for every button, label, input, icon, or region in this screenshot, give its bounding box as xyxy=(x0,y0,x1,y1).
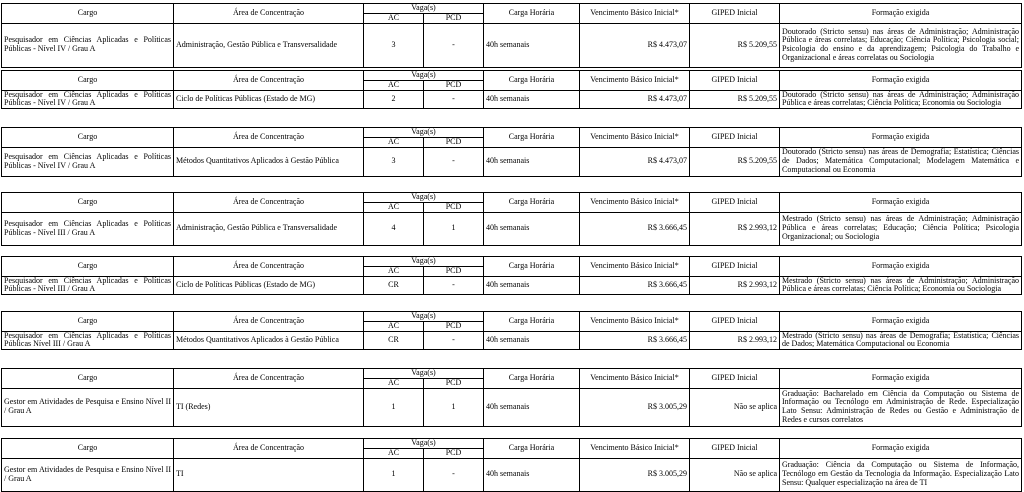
cell-giped: R$ 2.993,12 xyxy=(690,212,780,245)
table-row xyxy=(2,212,1022,245)
cell-formacao: Graduação: Ciência da Computação ou Sistema de Informação, Tecnólogo em Gestão da Tecnologia da Informação. Especialização Lato Sensu: Qualquer especialização na área de TI xyxy=(780,458,1022,491)
cell-pcd: 1 xyxy=(424,212,484,245)
cell-carga: 40h semanais xyxy=(484,23,580,67)
header-ac: AC xyxy=(364,13,424,23)
cell-cargo: Pesquisador em Ciências Aplicadas e Políticas Públicas Nível III / Grau A xyxy=(2,331,174,350)
cell-vencimento: R$ 3.666,45 xyxy=(580,276,690,295)
cell-cargo: Gestor em Atividades de Pesquisa e Ensino Nível II / Grau A xyxy=(2,458,174,491)
header-area: Área de Concentração xyxy=(174,312,364,332)
cell-formacao: Mestrado (Stricto sensu) nas áreas de Administração; Administração Pública e áreas correlatas; Ciência Política; Economia ou Sociologia xyxy=(780,276,1022,295)
header-vencimento: Vencimento Básico Inicial* xyxy=(580,71,690,91)
cell-carga: 40h semanais xyxy=(484,388,580,426)
cell-vencimento: R$ 4.473,07 xyxy=(580,147,690,176)
cell-cargo: Pesquisador em Ciências Aplicadas e Políticas Públicas - Nível III / Grau A xyxy=(2,276,174,295)
vacancy-table xyxy=(1,192,1022,246)
header-vencimento: Vencimento Básico Inicial* xyxy=(580,128,690,148)
cell-pcd: - xyxy=(424,90,484,109)
header-giped: GIPED Inicial xyxy=(690,71,780,91)
cell-giped: Não se aplica xyxy=(690,458,780,491)
header-ac: AC xyxy=(364,137,424,147)
header-ac: AC xyxy=(364,202,424,212)
header-row xyxy=(2,369,1022,379)
header-vencimento: Vencimento Básico Inicial* xyxy=(580,257,690,277)
cell-formacao: Graduação: Bacharelado em Ciência da Computação ou Sistema de Informação ou Tecnólogo em Administração de Rede. Especialização Lato Sensu: Administração de Redes ou Gestão e Administração de Redes e cursos correlatos xyxy=(780,388,1022,426)
header-area: Área de Concentração xyxy=(174,193,364,213)
header-vencimento: Vencimento Básico Inicial* xyxy=(580,312,690,332)
cell-ac: CR xyxy=(364,276,424,295)
header-pcd: PCD xyxy=(424,321,484,331)
cell-formacao: Doutorado (Stricto sensu) nas áreas de Demografia; Estatística; Ciências de Dados; Matemática Computacional; Modelagem Matemática e Computacional ou Economia xyxy=(780,147,1022,176)
header-row xyxy=(2,71,1022,81)
header-formacao: Formação exigida xyxy=(780,4,1022,24)
cell-ac: 2 xyxy=(364,90,424,109)
cell-area: Métodos Quantitativos Aplicados à Gestão Pública xyxy=(174,331,364,350)
cell-ac: 3 xyxy=(364,23,424,67)
cell-ac: 4 xyxy=(364,212,424,245)
cell-area: Administração, Gestão Pública e Transversalidade xyxy=(174,23,364,67)
cell-carga: 40h semanais xyxy=(484,147,580,176)
cell-cargo: Gestor em Atividades de Pesquisa e Ensino Nível II / Grau A xyxy=(2,388,174,426)
header-cargo: Cargo xyxy=(2,439,174,459)
header-vencimento: Vencimento Básico Inicial* xyxy=(580,193,690,213)
header-giped: GIPED Inicial xyxy=(690,312,780,332)
cell-pcd: - xyxy=(424,147,484,176)
header-giped: GIPED Inicial xyxy=(690,128,780,148)
cell-pcd: - xyxy=(424,276,484,295)
cell-vencimento: R$ 3.005,29 xyxy=(580,388,690,426)
header-row xyxy=(2,128,1022,138)
cell-area: TI (Redes) xyxy=(174,388,364,426)
header-formacao: Formação exigida xyxy=(780,312,1022,332)
header-cargo: Cargo xyxy=(2,71,174,91)
table-row xyxy=(2,458,1022,491)
cell-cargo: Pesquisador em Ciências Aplicadas e Políticas Públicas - Nível IV / Grau A xyxy=(2,23,174,67)
cell-cargo: Pesquisador em Ciências Aplicadas e Políticas Públicas - Nível IV / Grau A xyxy=(2,147,174,176)
header-giped: GIPED Inicial xyxy=(690,257,780,277)
header-cargo: Cargo xyxy=(2,193,174,213)
header-pcd: PCD xyxy=(424,448,484,458)
header-pcd: PCD xyxy=(424,13,484,23)
cell-giped: R$ 5.209,55 xyxy=(690,23,780,67)
header-giped: GIPED Inicial xyxy=(690,439,780,459)
vacancy-table xyxy=(1,3,1022,68)
header-carga: Carga Horária xyxy=(484,312,580,332)
header-vagas: Vaga(s) xyxy=(364,4,484,14)
cell-cargo: Pesquisador em Ciências Aplicadas e Políticas Públicas - Nível III / Grau A xyxy=(2,212,174,245)
cell-pcd: - xyxy=(424,331,484,350)
cell-pcd: - xyxy=(424,23,484,67)
header-carga: Carga Horária xyxy=(484,71,580,91)
cell-vencimento: R$ 3.666,45 xyxy=(580,212,690,245)
cell-area: Ciclo de Políticas Públicas (Estado de MG) xyxy=(174,276,364,295)
header-ac: AC xyxy=(364,80,424,90)
cell-vencimento: R$ 4.473,07 xyxy=(580,23,690,67)
cell-pcd: 1 xyxy=(424,388,484,426)
header-ac: AC xyxy=(364,378,424,388)
cell-carga: 40h semanais xyxy=(484,90,580,109)
cell-giped: R$ 5.209,55 xyxy=(690,90,780,109)
vacancy-table xyxy=(1,438,1022,492)
cell-formacao: Mestrado (Stricto sensu) nas áreas de Administração; Administração Pública e áreas correlatas; Educação; Ciência Política; Psicologia Organizacional; ou Sociologia xyxy=(780,212,1022,245)
header-area: Área de Concentração xyxy=(174,71,364,91)
cell-formacao: Doutorado (Stricto sensu) nas áreas de Administração; Administração Pública e áreas correlatas; Ciência Política; Economia ou Sociologia xyxy=(780,90,1022,109)
header-carga: Carga Horária xyxy=(484,257,580,277)
table-row xyxy=(2,90,1022,109)
header-formacao: Formação exigida xyxy=(780,193,1022,213)
header-row xyxy=(2,312,1022,322)
cell-vencimento: R$ 3.666,45 xyxy=(580,331,690,350)
header-area: Área de Concentração xyxy=(174,4,364,24)
cell-giped: Não se aplica xyxy=(690,388,780,426)
cell-area: Administração, Gestão Pública e Transversalidade xyxy=(174,212,364,245)
header-pcd: PCD xyxy=(424,202,484,212)
header-cargo: Cargo xyxy=(2,128,174,148)
header-carga: Carga Horária xyxy=(484,193,580,213)
header-pcd: PCD xyxy=(424,266,484,276)
cell-ac: CR xyxy=(364,331,424,350)
table-row xyxy=(2,388,1022,426)
header-giped: GIPED Inicial xyxy=(690,193,780,213)
cell-giped: R$ 2.993,12 xyxy=(690,331,780,350)
vacancy-table xyxy=(1,127,1022,177)
vacancy-table xyxy=(1,368,1022,427)
header-carga: Carga Horária xyxy=(484,4,580,24)
header-ac: AC xyxy=(364,266,424,276)
header-ac: AC xyxy=(364,448,424,458)
header-cargo: Cargo xyxy=(2,257,174,277)
cell-pcd: - xyxy=(424,458,484,491)
cell-giped: R$ 5.209,55 xyxy=(690,147,780,176)
header-carga: Carga Horária xyxy=(484,128,580,148)
header-vencimento: Vencimento Básico Inicial* xyxy=(580,369,690,389)
cell-carga: 40h semanais xyxy=(484,458,580,491)
vacancy-table xyxy=(1,70,1022,109)
cell-ac: 1 xyxy=(364,458,424,491)
header-ac: AC xyxy=(364,321,424,331)
vacancy-table xyxy=(1,256,1022,295)
header-row xyxy=(2,4,1022,14)
header-vagas: Vaga(s) xyxy=(364,193,484,203)
header-giped: GIPED Inicial xyxy=(690,4,780,24)
cell-cargo: Pesquisador em Ciências Aplicadas e Políticas Públicas - Nível IV / Grau A xyxy=(2,90,174,109)
header-carga: Carga Horária xyxy=(484,439,580,459)
cell-area: Ciclo de Políticas Públicas (Estado de MG) xyxy=(174,90,364,109)
table-row xyxy=(2,147,1022,176)
header-row xyxy=(2,193,1022,203)
header-area: Área de Concentração xyxy=(174,369,364,389)
table-row xyxy=(2,23,1022,67)
table-row xyxy=(2,276,1022,295)
header-vagas: Vaga(s) xyxy=(364,71,484,81)
header-area: Área de Concentração xyxy=(174,439,364,459)
header-giped: GIPED Inicial xyxy=(690,369,780,389)
header-cargo: Cargo xyxy=(2,369,174,389)
cell-carga: 40h semanais xyxy=(484,276,580,295)
vacancy-table xyxy=(1,311,1022,350)
header-pcd: PCD xyxy=(424,378,484,388)
cell-carga: 40h semanais xyxy=(484,331,580,350)
header-vagas: Vaga(s) xyxy=(364,439,484,449)
header-vagas: Vaga(s) xyxy=(364,257,484,267)
header-row xyxy=(2,257,1022,267)
cell-formacao: Mestrado (Stricto sensu) nas áreas de Demografia; Estatística; Ciências de Dados; Matemática Computacional ou Economia xyxy=(780,331,1022,350)
cell-vencimento: R$ 4.473,07 xyxy=(580,90,690,109)
cell-ac: 3 xyxy=(364,147,424,176)
header-formacao: Formação exigida xyxy=(780,128,1022,148)
cell-giped: R$ 2.993,12 xyxy=(690,276,780,295)
header-vagas: Vaga(s) xyxy=(364,128,484,138)
header-area: Área de Concentração xyxy=(174,128,364,148)
header-row xyxy=(2,439,1022,449)
header-cargo: Cargo xyxy=(2,4,174,24)
header-cargo: Cargo xyxy=(2,312,174,332)
cell-ac: 1 xyxy=(364,388,424,426)
cell-area: TI xyxy=(174,458,364,491)
cell-formacao: Doutorado (Stricto sensu) nas áreas de Administração; Administração Pública e áreas correlatas; Educação; Ciência Política; Psicologia social; Psicologia do ensino e da aprendizagem; Psicologia do Trabalho e Organizacional e áreas correlatas ou Sociologia xyxy=(780,23,1022,67)
table-row xyxy=(2,331,1022,350)
header-vagas: Vaga(s) xyxy=(364,312,484,322)
cell-vencimento: R$ 3.005,29 xyxy=(580,458,690,491)
header-area: Área de Concentração xyxy=(174,257,364,277)
cell-area: Métodos Quantitativos Aplicados à Gestão Pública xyxy=(174,147,364,176)
cell-carga: 40h semanais xyxy=(484,212,580,245)
header-pcd: PCD xyxy=(424,80,484,90)
header-formacao: Formação exigida xyxy=(780,439,1022,459)
header-formacao: Formação exigida xyxy=(780,71,1022,91)
header-vencimento: Vencimento Básico Inicial* xyxy=(580,4,690,24)
header-pcd: PCD xyxy=(424,137,484,147)
header-formacao: Formação exigida xyxy=(780,257,1022,277)
header-vagas: Vaga(s) xyxy=(364,369,484,379)
header-formacao: Formação exigida xyxy=(780,369,1022,389)
header-carga: Carga Horária xyxy=(484,369,580,389)
header-vencimento: Vencimento Básico Inicial* xyxy=(580,439,690,459)
